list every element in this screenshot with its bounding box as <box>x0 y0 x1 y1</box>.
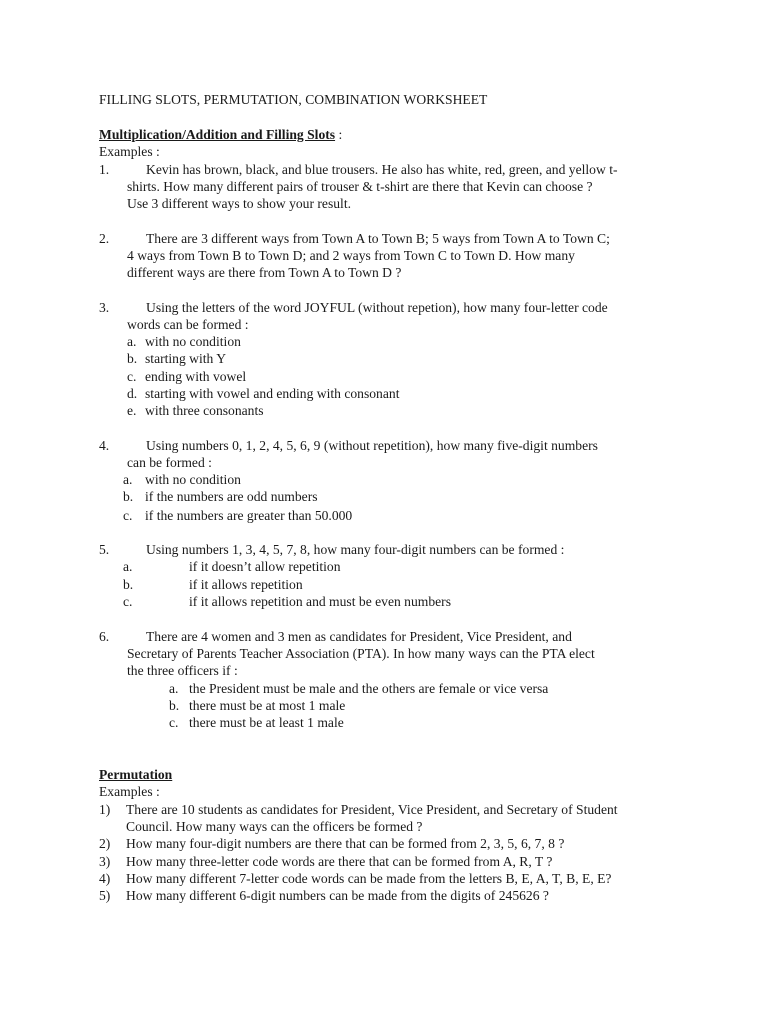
permutation-number: 5) <box>99 888 111 903</box>
permutation-number: 3) <box>99 854 111 869</box>
item-text: starting with Y <box>145 351 227 366</box>
question-text: words can be formed : <box>127 317 249 332</box>
item-label: a. <box>123 472 133 487</box>
question-text: Using numbers 0, 1, 2, 4, 5, 6, 9 (without repetition), how many five-digit numbers <box>146 438 598 453</box>
examples-label: Examples : <box>99 144 160 159</box>
item-label: b. <box>169 698 180 713</box>
permutation-number: 1) <box>99 802 111 817</box>
item-text: with no condition <box>145 472 241 487</box>
question-text: 4 ways from Town B to Town D; and 2 ways from Town C to Town D. How many <box>127 248 575 263</box>
item-label: c. <box>127 369 137 384</box>
question-text: Use 3 different ways to show your result. <box>127 196 352 211</box>
question-number: 1. <box>99 162 110 177</box>
question-text: Using numbers 1, 3, 4, 5, 7, 8, how many four-digit numbers can be formed : <box>146 542 565 557</box>
item-text: with three consonants <box>145 403 264 418</box>
permutation-number: 2) <box>99 836 111 851</box>
permutation-text: How many different 6-digit numbers can be made from the digits of 245626 ? <box>126 888 549 903</box>
section-heading-suffix: : <box>335 127 343 142</box>
item-text: with no condition <box>145 334 241 349</box>
question-text: can be formed : <box>127 455 212 470</box>
item-text: if it doesn’t allow repetition <box>189 559 341 574</box>
section-heading-permutation: Permutation <box>99 767 173 782</box>
item-text: there must be at most 1 male <box>189 698 346 713</box>
item-label: c. <box>123 508 133 523</box>
examples-label: Examples : <box>99 784 160 799</box>
item-label: b. <box>127 351 138 366</box>
permutation-text: There are 10 students as candidates for President, Vice President, and Secretary of Student <box>126 802 618 817</box>
item-text: there must be at least 1 male <box>189 715 344 730</box>
permutation-text: How many three-letter code words are there that can be formed from A, R, T ? <box>126 854 553 869</box>
question-text: different ways are there from Town A to Town D ? <box>127 265 402 280</box>
item-text: if it allows repetition <box>189 577 303 592</box>
permutation-text: How many different 7-letter code words can be made from the letters B, E, A, T, B, E, E? <box>126 871 612 886</box>
item-text: starting with vowel and ending with consonant <box>145 386 400 401</box>
item-label: b. <box>123 577 134 592</box>
question-text: shirts. How many different pairs of trouser & t-shirt are there that Kevin can choose ? <box>127 179 593 194</box>
section-heading-multiplication <box>99 126 342 143</box>
item-label: a. <box>169 681 179 696</box>
question-number: 4. <box>99 438 110 453</box>
item-label: a. <box>123 559 133 574</box>
question-number: 2. <box>99 231 110 246</box>
permutation-text: How many four-digit numbers are there that can be formed from 2, 3, 5, 6, 7, 8 ? <box>126 836 565 851</box>
item-text: the President must be male and the others are female or vice versa <box>189 681 549 696</box>
question-text: the three officers if : <box>127 663 238 678</box>
question-number: 5. <box>99 542 110 557</box>
item-label: c. <box>169 715 179 730</box>
question-text: Using the letters of the word JOYFUL (without repetion), how many four-letter code <box>146 300 608 315</box>
item-label: e. <box>127 403 137 418</box>
item-label: c. <box>123 594 133 609</box>
item-text: ending with vowel <box>145 369 247 384</box>
item-label: d. <box>127 386 138 401</box>
page-title: FILLING SLOTS, PERMUTATION, COMBINATION WORKSHEET <box>99 92 488 107</box>
item-label: b. <box>123 489 134 504</box>
section-heading-text: Multiplication/Addition and Filling Slots <box>99 127 336 142</box>
question-number: 3. <box>99 300 110 315</box>
question-text: There are 4 women and 3 men as candidates for President, Vice President, and <box>146 629 572 644</box>
permutation-text: Council. How many ways can the officers be formed ? <box>126 819 423 834</box>
question-text: There are 3 different ways from Town A to Town B; 5 ways from Town A to Town C; <box>146 231 610 246</box>
item-text: if it allows repetition and must be even numbers <box>189 594 451 609</box>
item-text: if the numbers are odd numbers <box>145 489 318 504</box>
question-text: Secretary of Parents Teacher Association (PTA). In how many ways can the PTA elect <box>127 646 595 661</box>
permutation-number: 4) <box>99 871 111 886</box>
item-text: if the numbers are greater than 50.000 <box>145 508 353 523</box>
item-label: a. <box>127 334 137 349</box>
question-text: Kevin has brown, black, and blue trousers. He also has white, red, green, and yellow t- <box>146 162 618 177</box>
question-number: 6. <box>99 629 110 644</box>
